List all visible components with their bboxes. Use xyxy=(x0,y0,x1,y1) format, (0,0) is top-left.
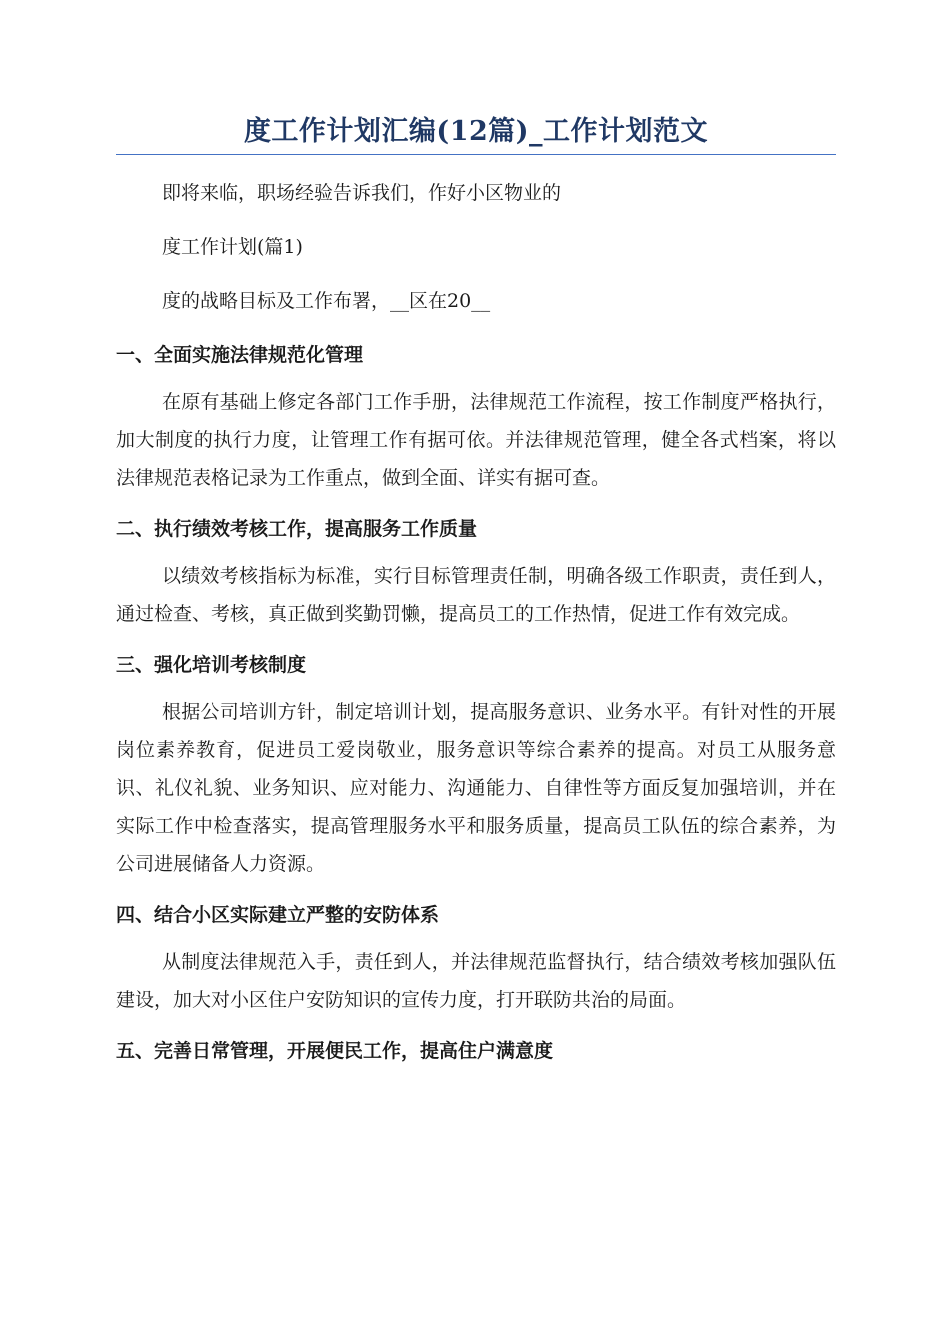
section-body-3: 根据公司培训方针，制定培训计划，提高服务意识、业务水平。有针对性的开展岗位素养教育，促进员工爱岗敬业，服务意识等综合素养的提高。对员工从服务意识、礼仪礼貌、业务知识、应对能力、沟通能力、自律性等方面反复加强培训，并在实际工作中检查落实，提高管理服务水平和服务质量，提高员工队伍的综合素养，为公司进展储备人力资源。 xyxy=(116,701,836,875)
intro-line-3: 度的战略目标及工作布署，__区在20__ xyxy=(162,290,491,312)
section-heading-4: 四、结合小区实际建立严整的安防体系 xyxy=(116,904,440,926)
section-heading-5: 五、完善日常管理，开展便民工作，提高住户满意度 xyxy=(116,1040,554,1062)
section-heading-1: 一、全面实施法律规范化管理 xyxy=(116,344,364,366)
intro-line-1: 即将来临，职场经验告诉我们，作好小区物业的 xyxy=(162,182,562,204)
section-body-4: 从制度法律规范入手，责任到人，并法律规范监督执行，结合绩效考核加强队伍建设，加大对小区住户安防知识的宣传力度，打开联防共治的局面。 xyxy=(116,951,836,1011)
section-body-2: 以绩效考核指标为标准，实行目标管理责任制，明确各级工作职责，责任到人，通过检查、考核，真正做到奖勤罚懒，提高员工的工作热情，促进工作有效完成。 xyxy=(116,565,836,625)
document-title: 度工作计划汇编(12篇)_工作计划范文 xyxy=(116,112,836,155)
section-body-1: 在原有基础上修定各部门工作手册，法律规范工作流程，按工作制度严格执行，加大制度的执行力度，让管理工作有据可依。并法律规范管理，健全各式档案，将以法律规范表格记录为工作重点，做到全面、详实有据可查。 xyxy=(116,391,836,489)
section-heading-2: 二、执行绩效考核工作，提高服务工作质量 xyxy=(116,518,478,540)
document-page xyxy=(116,112,836,1065)
intro-line-2: 度工作计划(篇1) xyxy=(162,236,303,258)
section-heading-3: 三、强化培训考核制度 xyxy=(116,654,307,676)
